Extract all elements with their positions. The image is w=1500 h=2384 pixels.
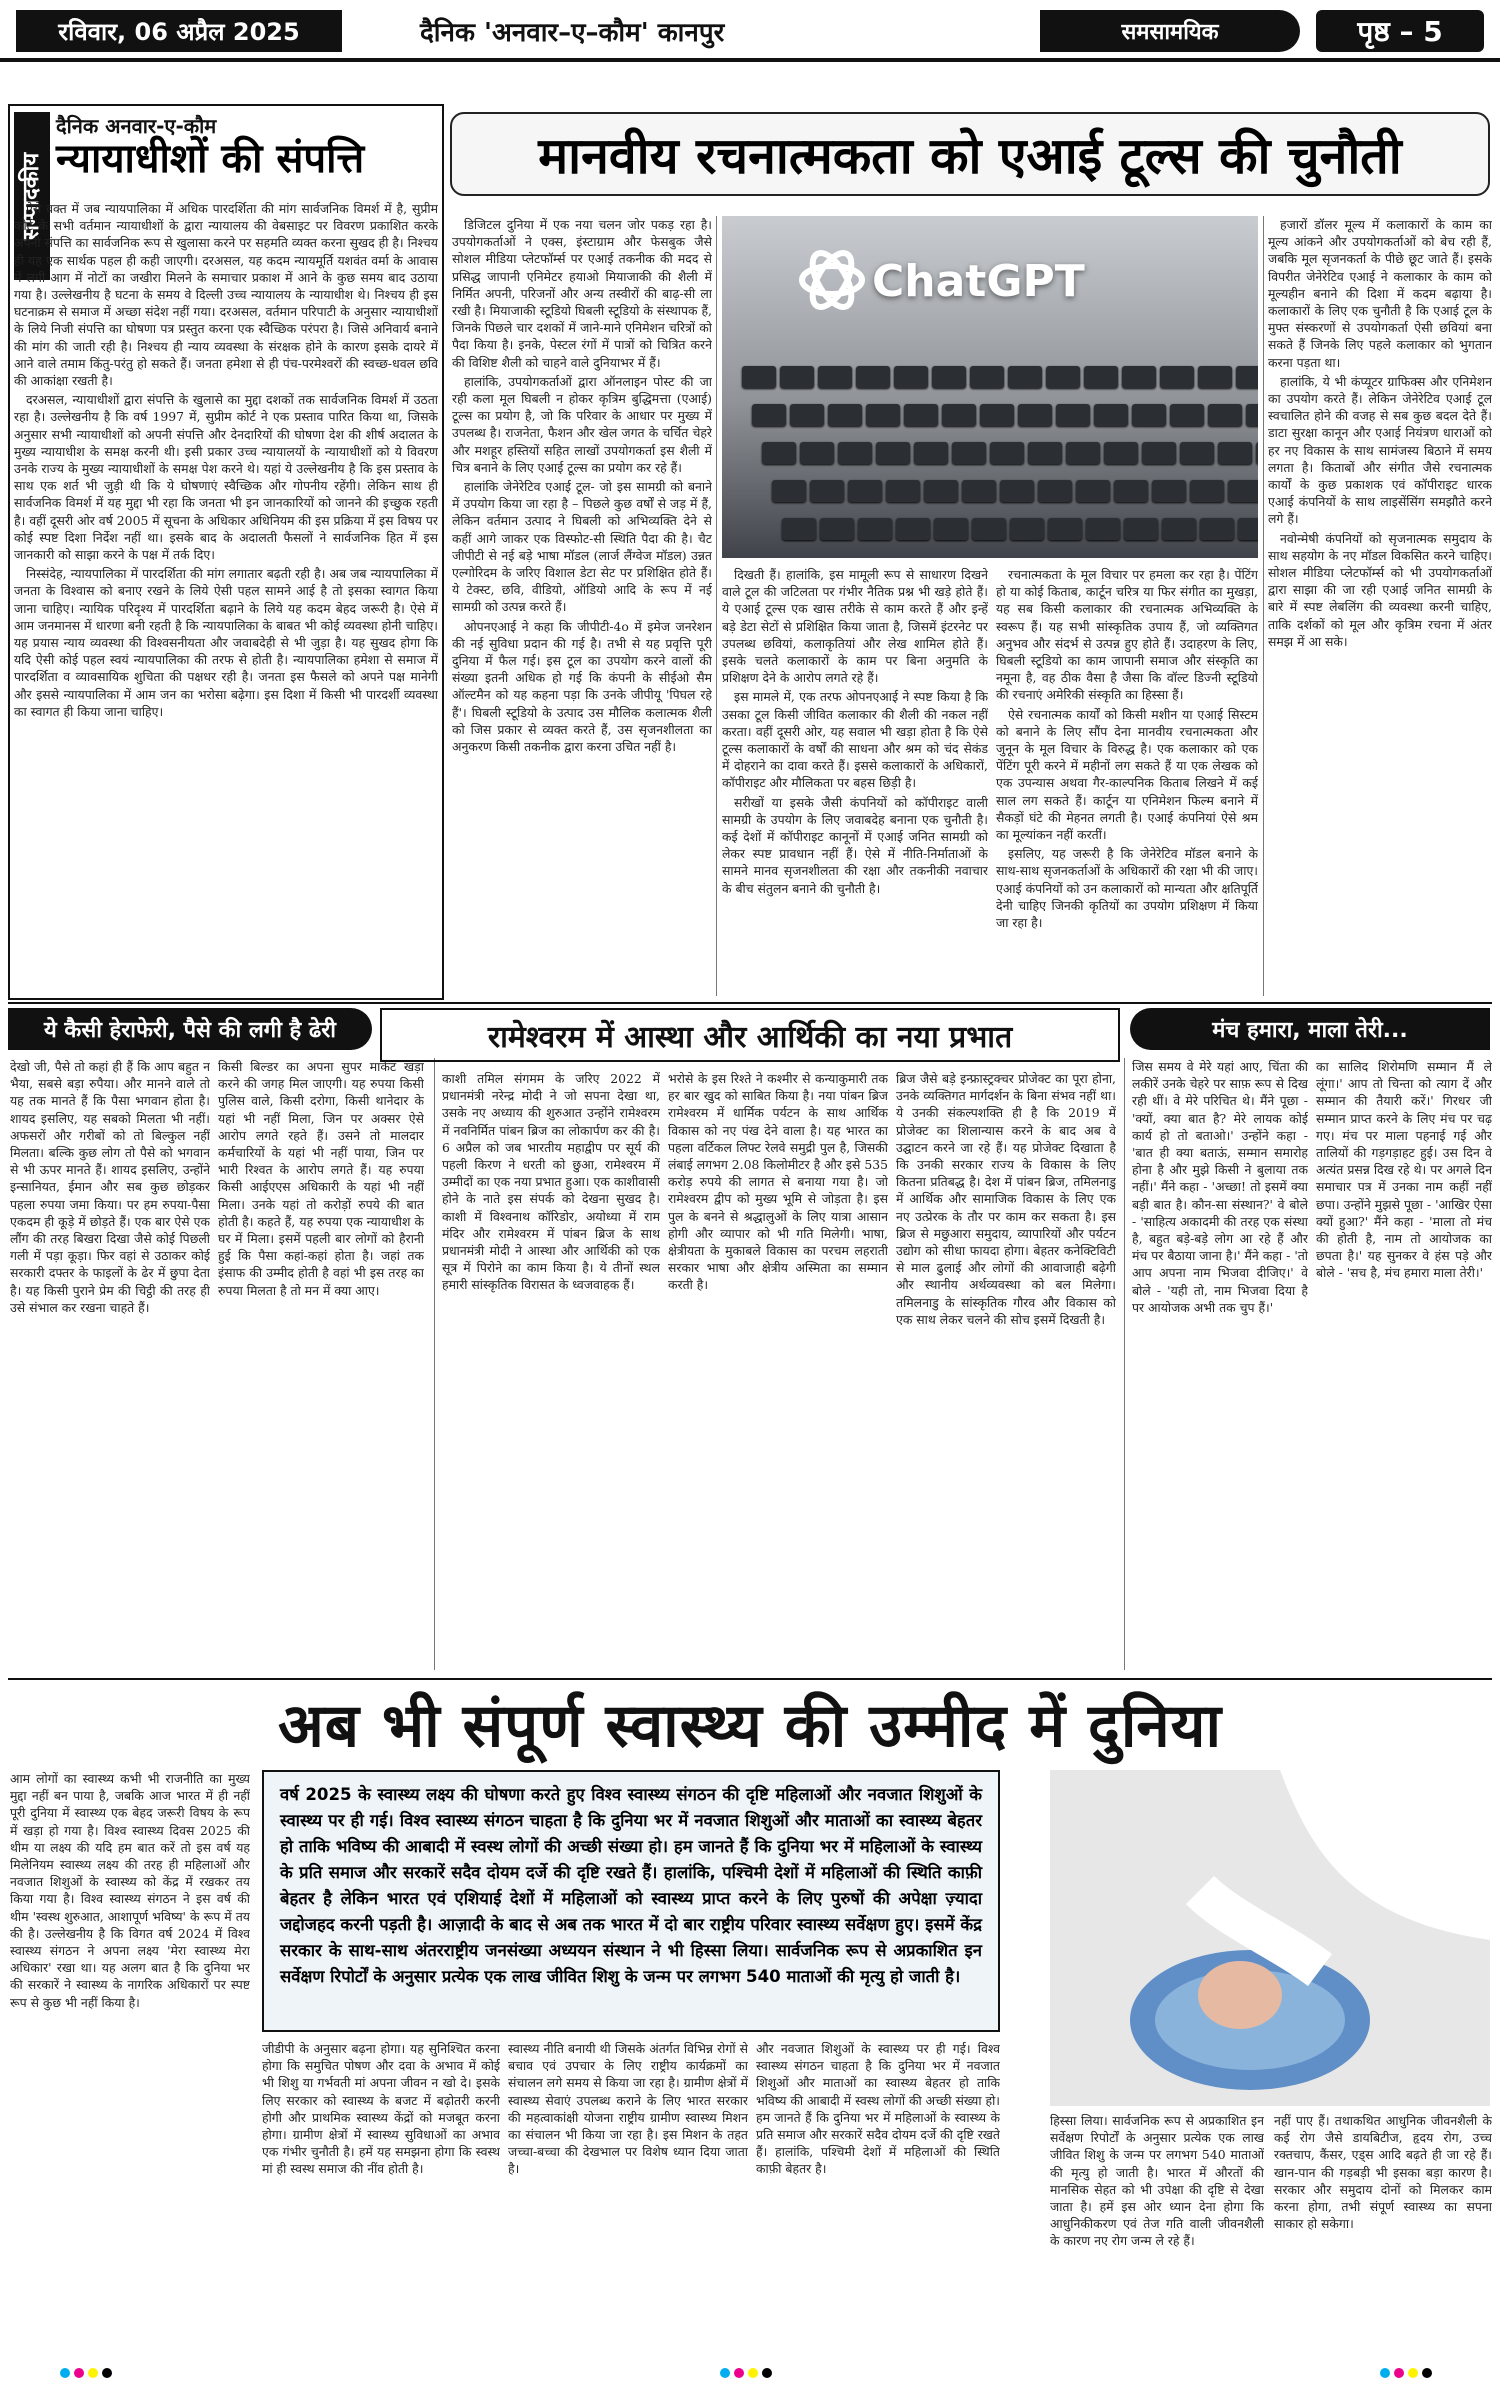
satire-column-2: किसी बिल्डर का अपना सुपर मार्केट खड़ा करने की जगह मिल जाएगी। यह रुपया किसी पुलिस वाले, किसी दरोगा, किसी थानेदार के यहां भी नहीं मिला, जिन पर अक्सर ऐसे आरोप लगते रहते हैं। उसने तो मालदार कर्मचारियों के यहां भी नहीं पाया, जिन पर भारी रिश्वत के आरोप लगते हैं। यह रुपया किसी आईएएस अधिकारी के यहां भी नहीं मिला। उनके यहां तो करोड़ों रुपये की बात होती है। कहते हैं, यह रुपया एक न्यायाधीश के घर में मिला। इसमें पहली बार लोगों को हैरानी हुई कि पैसा कहां-कहां होता है। जहां तक इंसाफ की उम्मीद होती है वहां भी इस तरह का रुपया मिलता है तो मन में क्या आए। <box>218 1059 424 1298</box>
health-headline: अब भी संपूर्ण स्वास्थ्य की उम्मीद में दुनिया <box>277 1691 1223 1761</box>
keyboard-key <box>1086 518 1120 540</box>
keyboard-key <box>1094 404 1128 426</box>
keyboard-key <box>1038 480 1072 502</box>
keyboard-key <box>1152 480 1186 502</box>
health-column-2: जीडीपी के अनुसार बढ़ना होगा। यह सुनिश्चित करना होगा कि समुचित पोषण और दवा के अभाव में कोई भी शिशु या गर्भवती मां अपना जीवन न खो दे। इसके लिए सरकार को स्वास्थ्य के बजट में बढ़ोतरी करनी होगी और प्राथमिक स्वास्थ्य केंद्रों को मजबूत करना होगा। ग्रामीण क्षेत्रों में स्वास्थ्य सुविधाओं का अभाव एक गंभीर चुनौती है। हमें यह समझना होगा कि स्वस्थ मां ही स्वस्थ समाज की नींव होती है। <box>262 2041 500 2177</box>
keyboard-key <box>1198 366 1232 388</box>
satire-label: ये कैसी हेराफेरी, पैसे की लगी है ढेरी <box>8 1008 372 1050</box>
keyboard-key <box>820 518 854 540</box>
keyboard-key <box>1122 366 1156 388</box>
keyboard-key <box>932 366 966 388</box>
keyboard-key <box>1084 366 1118 388</box>
health-column-6: नहीं पाए हैं। तथाकथित आधुनिक जीवनशैली के कई रोग जैसे डायबिटीज, हृदय रोग, उच्च रक्तचाप, कैंसर, एड्स आदि बढ़ते ही जा रहे हैं। खान-पान की गड़बड़ी भी इसका बड़ा कारण है। सरकार और समुदाय दोनों को मिलकर काम करना होगा, तभी संपूर्ण स्वास्थ्य का सपना साकार हो सकेगा। <box>1274 2113 1492 2232</box>
health-column-4: और नवजात शिशुओं के स्वास्थ्य पर ही गई। विश्व स्वास्थ्य संगठन चाहता है कि दुनिया भर में नवजात शिशुओं और माताओं का स्वास्थ्य बेहतर हो ताकि भविष्य की आबादी में स्वस्थ लोगों की अच्छी संख्या हो। हम जानते हैं कि दुनिया भर में महिलाओं के स्वास्थ्य के प्रति समाज और सरकारें सदैव दोयम दर्जे की दृष्टि रखते हैं। हालांकि, पश्चिमी देशों में महिलाओं की स्थिति काफ़ी बेहतर है। <box>756 2041 1000 2177</box>
keyboard-key <box>980 404 1014 426</box>
ai-story-column-1 <box>452 216 712 996</box>
keyboard-key <box>1066 442 1100 464</box>
section-name: समसामयिक <box>1040 10 1300 52</box>
registration-dot <box>74 2368 84 2378</box>
keyboard-key <box>1200 518 1234 540</box>
keyboard-key <box>952 442 986 464</box>
keyboard-key <box>1000 480 1034 502</box>
ai-story-paragraph: इसलिए, यह जरूरी है कि जेनेरेटिव मॉडल बनाने के साथ-साथ सृजनकर्ताओं के अधिकारों की रक्षा भी की जाए। एआई कंपनियों को उन कलाकारों को मान्यता और क्षतिपूर्ति देनी चाहिए जिनकी कृतियों का उपयोग प्रशिक्षण में किया जा रहा है। <box>996 846 1258 931</box>
keyboard-key <box>810 480 844 502</box>
keyboard-key <box>800 442 834 464</box>
ai-story-paragraph: रचनात्मकता के मूल विचार पर हमला कर रहा है। पेंटिंग हो या कोई किताब, कार्टून चरित्र या फिर संगीत का मुखड़ा, यह सब किसी कलाकार की रचनात्मक अभिव्यक्ति के स्वरूप हैं। यह सभी सांस्कृतिक उपाय हैं, जो व्यक्तिगत अनुभव और संदर्भ से उत्पन्न हुए होते हैं। उदाहरण के लिए, घिबली स्टूडियो का काम जापानी समाज और संस्कृति का नमूना है, वह ठीक वैसा है जैसा कि वॉल्ट डिज्नी स्टूडियो की रचनाएं अमेरिकी संस्कृति का हिस्सा हैं। <box>996 567 1258 703</box>
editorial-kicker: दैनिक अनवार-ए-कौम <box>56 114 217 138</box>
ai-story-paragraph: इस मामले में, एक तरफ ओपनएआई ने स्पष्ट किया है कि उसका टूल किसी जीवित कलाकार की शैली की नकल नहीं करता। वहीं दूसरी ओर, यह सवाल भी खड़ा होता है कि ऐसे टूल्स कलाकारों के वर्षों की साधना और श्रम को चंद सेकंड में दोहराने का दावा करते हैं। इससे कलाकारों के अधिकारों, कॉपीराइट और मौलिकता पर बहस छिड़ी है। <box>722 689 988 791</box>
editorial-paragraph: निस्संदेह, न्यायपालिका में पारदर्शिता की मांग लगातार बढ़ती रही है। अब जब न्यायपालिका में जनता के विश्वास को बनाए रखने के लिये ऐसी पहल सामने आई है तो इसका स्वागत किया जाना चाहिए। न्यायिक परिदृश्य में पारदर्शिता बढ़ाने के लिये यह कदम बेहद जरूरी है। ऐसे में आम जनमानस में धारणा बनी रहती है कि न्यायपालिका के बाबत भी कोई व्यवस्था होनी चाहिए। यह प्रयास न्याय व्यवस्था की विश्वसनीयता और जवाबदेही से भी जुड़ा है। यह सुखद होगा कि यदि ऐसी कोई पहल स्वयं न्यायपालिका की तरफ से होती है। न्यायपालिका हमेशा से समाज में पारदर्शिता व व्यावसायिक शुचिता की पक्षधर रही है। जनता इस फैसले को अपने पक्ष मानेगी और इससे न्यायपालिका में आम जन का भरोसा बढ़ेगा। इस दिशा में किसी भी पारदर्शी व्यवस्था का स्वागत ही किया जाना चाहिए। <box>14 566 438 719</box>
keyboard-key <box>1160 366 1194 388</box>
keyboard-key <box>1104 442 1138 464</box>
rameshwaram-column-3: ब्रिज जैसे बड़े इन्फ्रास्ट्रक्चर प्रोजेक्ट का पूरा होना, उनके व्यक्तिगत मार्गदर्शन के बिना संभव नहीं था। ये उनकी संकल्पशक्ति ही है कि 2019 में प्रोजेक्ट का शिलान्यास करने के बाद अब वे उद्घाटन करने जा रहे हैं। यह प्रोजेक्ट दिखाता है कि उनकी सरकार राज्य के विकास के लिए कितना प्रतिबद्ध है। देश में पांबन ब्रिज, तमिलनाडु में आर्थिक और सामाजिक विकास के लिए एक नए उत्प्रेरक के तौर पर काम कर सकता है। इस ब्रिज से मछुआरा समुदाय, व्यापारियों और पर्यटन उद्योग को सीधा फायदा होगा। बेहतर कनेक्टिविटी से माल ढुलाई और लोगों की आवाजाही बढ़ेगी और स्थानीय अर्थव्यवस्था को बल मिलेगा। तमिलनाडु के सांस्कृतिक गौरव और विकास को एक साथ लेकर चलने की सोच इसमें दिखती है। <box>896 1071 1116 1327</box>
keyboard-key <box>942 404 976 426</box>
keyboard-key <box>1124 518 1158 540</box>
keyboard-key <box>924 480 958 502</box>
ai-story-column-4 <box>1268 216 1492 996</box>
keyboard-key <box>1246 404 1258 426</box>
keyboard-key <box>1028 442 1062 464</box>
keyboard-key <box>1018 404 1052 426</box>
keyboard-key <box>1180 442 1214 464</box>
registration-dot <box>1394 2368 1404 2378</box>
keyboard-key <box>856 366 890 388</box>
keyboard-key <box>970 366 1004 388</box>
page-number: पृष्ठ – 5 <box>1316 10 1484 52</box>
keyboard-key <box>1046 366 1080 388</box>
ai-story-paragraph: सरीखों या इसके जैसी कंपनियों को कॉपीराइट वाली सामग्री के उपयोग के लिए जवाबदेह बनाना एक चुनौती है। कई देशों में कॉपीराइट कानूनों में एआई जनित सामग्री को लेकर स्पष्ट प्रावधान नहीं हैं। ऐसे में नीति-निर्माताओं के सामने मानव सृजनशीलता की रक्षा और तकनीकी नवाचार के बीच संतुलन बनाने की चुनौती है। <box>722 794 988 896</box>
keyboard-key <box>934 518 968 540</box>
keyboard-key <box>1256 442 1258 464</box>
ai-story-paragraph: हालांकि, उपयोगकर्ताओं द्वारा ऑनलाइन पोस्ट की जा रही कला मूल घिबली न होकर कृत्रिम बुद्धिमत्ता (एआई) टूल्स का प्रयोग है, जो कि परिवार के आधार पर मुख्य में उपलब्ध है। राजनेता, फैशन और खेल जगत के चर्चित चेहरे और मशहूर हस्तियों सहित लाखों उपयोगकर्ता इस शैली में चित्र बनाने के लिए एआई टूल्स का प्रयोग कर रहे हैं। <box>452 373 712 475</box>
keyboard-key <box>742 366 776 388</box>
keyboard-key <box>904 404 938 426</box>
chatgpt-brand-text: ChatGPT <box>872 256 1085 307</box>
ai-story-headline: मानवीय रचनात्मकता को एआई टूल्स की चुनौती <box>450 112 1490 196</box>
keyboard-key <box>876 442 910 464</box>
stage-label: मंच हमारा, माला तेरी... <box>1130 1008 1490 1050</box>
chatgpt-keyboard-photo <box>722 216 1258 558</box>
keyboard-key <box>848 480 882 502</box>
page-footer <box>0 2362 1500 2384</box>
newspaper-name: दैनिक 'अनवार–ए–कौम' कानपुर <box>420 18 725 48</box>
keyboard-key <box>1236 366 1258 388</box>
keyboard-key <box>1142 442 1176 464</box>
editorial-label: सम्पादकीय <box>14 112 50 280</box>
registration-dot <box>1380 2368 1390 2378</box>
keyboard-key <box>828 404 862 426</box>
keyboard-key <box>818 366 852 388</box>
registration-dot <box>60 2368 70 2378</box>
keyboard-key <box>1190 480 1224 502</box>
keyboard-key <box>772 480 806 502</box>
satire-column-1: देखो जी, पैसे तो कहां ही हैं कि आप बहुत न भैया, सबसे बड़ा रुपैया। और मानने वाले तो यह तक मानते हैं कि पैसा भगवान होता है। शायद इसलिए, यह सबको मिलता भी नहीं। अफसरों और गरीबों को तो बिल्कुल नहीं मिलता। बल्कि कुछ लोग तो पैसे को भगवान से भी ऊपर मानते हैं। शायद इसलिए, उन्होंने इन्सानियत, ईमान और सब कुछ छोड़कर पहला रुपया जमा किया। पर हम रुपया-पैसा एकदम ही कूड़े में छोड़ते हैं। एक बार ऐसे एक लौंग की तरह बिखरा दिखा जैसे कोई पिछली गली में पड़ा कूड़ा। फिर वहां से उठाकर कोई सरकारी दफ्तर के फाइलों के ढेर में छुपा देता है। यह किसी पुराने प्रेम की चिट्ठी की तरह ही उसे संभाल कर रखना चाहते हैं। <box>10 1059 210 1315</box>
section-divider <box>8 1002 1492 1004</box>
ai-story-paragraph: हालांकि, ये भी कंप्यूटर ग्राफिक्स और एनिमेशन का उपयोग करते हैं। लेकिन जेनेरेटिव एआई टूल स्वचालित होने की वजह से सब कुछ बदल देते हैं। डाटा सुरक्षा कानून और एआई नियंत्रण धाराओं को हर नए विकास के साथ सामंजस्य बिठाने में समय लगता है। किताबों और संगीत जैसे रचनात्मक कार्यों के कुछ प्रकाशक एवं कॉपीराइट धारक एआई कंपनियों के साथ लाइसेंसिंग समझौते करने लगे हैं। <box>1268 373 1492 527</box>
ai-story-column-2 <box>722 566 988 996</box>
keyboard-key <box>914 442 948 464</box>
stage-column-2: का सालिद शिरोमणि सम्मान मैं ले लूंगा।' आप तो चिन्ता को त्याग दें और सम्मान की तैयारी करें।' गिरधर जी सम्मान प्राप्त करने के लिए मंच पर चढ़ गए। मंच पर माला पहनाई गई और तालियों की गड़गड़ाहट हुई। उस दिन वे अत्यंत प्रसन्न दिख रहे थे। पर अगले दिन समाचार पत्र में उनका नाम कहीं नहीं छपा। उन्होंने मुझसे पूछा - 'आखिर ऐसा क्यों हुआ?' मैंने कहा - 'माला तो मंच की होती है, नाम तो आयोजक का छपता है।' यह सुनकर वे हंस पड़े और बोले - 'सच है, मंच हमारा माला तेरी।' <box>1316 1059 1492 1281</box>
keyboard-key <box>790 404 824 426</box>
health-column-5: हिस्सा लिया। सार्वजनिक रूप से अप्रकाशित इन सर्वेक्षण रिपोर्टों के अनुसार प्रत्येक एक लाख जीवित शिशु के जन्म पर लगभग 540 माताओं की मृत्यु हो जाती है। भारत में औरतों की मानसिक सेहत को भी उपेक्षा की दृष्टि से देखा जाता है। हमें इस ओर ध्यान देना होगा कि आधुनिकीकरण एवं तेज गति वाली जीवनशैली के कारण नए रोग जन्म ले रहे हैं। <box>1050 2113 1264 2249</box>
registration-dot <box>762 2368 772 2378</box>
editorial-paragraph: दरअसल, न्यायाधीशों द्वारा संपत्ति के खुलासे का मुद्दा दशकों तक सार्वजनिक विमर्श में उठता रहा है। उल्लेखनीय है कि वर्ष 1997 में, सुप्रीम कोर्ट ने एक प्रस्ताव पारित किया था, जिसके अनुसार सभी न्यायाधीशों को अपनी संपत्ति और देनदारियों की घोषणा देश की शीर्ष अदालत के मुख्य न्यायाधीश के समक्ष करनी थी। इसी प्रकार उच्च न्यायालयों के न्यायाधीशों को ये विवरण उनके राज्य के मुख्य न्यायाधीशों के समक्ष पेश करने थे। यहां ये उल्लेखनीय है कि इस प्रस्ताव के साथ एक शर्त भी जुड़ी थी कि ये घोषणाएं स्वैच्छिक और गोपनीय रहेंगी। लेकिन साथ ही सार्वजनिक विमर्श में यह मुद्दा भी रहा कि जनता भी इन जानकारियों को जानने की इच्छुक रहती है। वहीं दूसरी ओर वर्ष 2005 में सूचना के अधिकार अधिनियम की इस प्रक्रिया में इस विषय पर कोई स्पष्ट दिशा निर्देश नहीं था। इसके बाद के अदालती फैसलों ने सार्वजनिक हित में इस जानकारी को साझा करने के पक्ष में तर्क दिए। <box>14 392 438 563</box>
ai-story-paragraph: ओपनएआई ने कहा कि जीपीटी-4o में इमेज जनरेशन की नई सुविधा प्रदान की गई है। तभी से यह प्रवृत्ति पूरी दुनिया में फैल गई। इस टूल का उपयोग करने वालों की संख्या इतनी अधिक हो गई कि कंपनी के सीईओ सैम ऑल्टमैन को यह कहना पड़ा कि उनके जीपीयू 'पिघल रहे हैं'। घिबली स्टूडियो के उत्पाद उस मौलिक कलात्मक शैली को जिस प्रकार से व्यक्त करते हैं, उस सृजनशीलता का अनुकरण किसी तकनीक द्वारा करना उचित नहीं है। <box>452 618 712 755</box>
registration-dot <box>1422 2368 1432 2378</box>
column-rule <box>716 216 717 996</box>
keyboard-key <box>990 442 1024 464</box>
keyboard-key <box>1170 404 1204 426</box>
page-header <box>0 0 1500 62</box>
keyboard-key <box>1238 518 1258 540</box>
registration-dot <box>748 2368 758 2378</box>
editorial-body <box>14 200 438 1000</box>
keyboard-key <box>1114 480 1148 502</box>
ai-story-paragraph: नवोन्मेषी कंपनियों को सृजनात्मक समुदाय के साथ सहयोग के नए मॉडल विकसित करने चाहिए। सोशल मीडिया प्लेटफॉर्म्स को भी उपयोगकर्ताओं द्वारा साझा की जा रही एआई जनित सामग्री के बारे में स्पष्ट लेबलिंग की व्यवस्था करनी चाहिए, ताकि दर्शकों को मूल और कृत्रिम रचना में अंतर समझ में आ सके। <box>1268 530 1492 649</box>
keyboard-key <box>752 404 786 426</box>
ai-story-paragraph: डिजिटल दुनिया में एक नया चलन जोर पकड़ रहा है। उपयोगकर्ताओं ने एक्स, इंस्टाग्राम और फेसबुक जैसे सोशल मीडिया प्लेटफॉर्म्स पर एआई तकनीक की मदद से प्रसिद्ध जापानी एनिमेटर हयाओ मियाजाकी की शैली में निर्मित अपनी, परिजनों और अन्य तस्वीरों की बाढ़-सी ला रखी है। मियाजाकी स्टूडियो घिबली स्टूडियो के संस्थापक हैं, जिनके पिछले चार दशकों में जाने-माने एनिमेशन चरित्रों को पैदा किया है। इनके, पेस्टल रंगों में पात्रों को चित्रित करने की विशिष्ट शैली को चाहने वाले दुनियाभर में हैं। <box>452 217 712 370</box>
keyboard-key <box>886 480 920 502</box>
keyboard-key <box>962 480 996 502</box>
keyboard-key <box>1132 404 1166 426</box>
keyboard-key <box>780 366 814 388</box>
ai-story-paragraph: दिखती हैं। हालांकि, इस मामूली रूप से साधारण दिखने वाले टूल की जटिलता पर गंभीर नैतिक प्रश्न भी खड़े होते हैं। ये एआई टूल्स एक खास तरीके से काम करते हैं और इन्हें बड़े डेटा सेटों से प्रशिक्षित किया जाता है, जिसमें इंटरनेट पर उपलब्ध छवियां, कलाकृतियां और लेख शामिल होते हैं। इसके चलते कलाकारों के काम पर बिना अनुमति के प्रशिक्षण देने के आरोप लगते रहे हैं। <box>722 567 988 686</box>
keyboard-key <box>1162 518 1196 540</box>
newborn-photo <box>1050 1770 1490 2106</box>
keyboard-key <box>1218 442 1252 464</box>
issue-date: रविवार, 06 अप्रैल 2025 <box>16 10 342 52</box>
column-rule <box>434 1058 435 1670</box>
ai-story-paragraph: ऐसे रचनात्मक कार्यों को किसी मशीन या एआई सिस्टम को बनाने के लिए सौंप देना मानवीय रचनात्मकता और जुनून के मूल विचार के विरुद्ध है। एक कलाकार को एक पेंटिंग पूरी करने में महीनों लग सकते हैं या एक लेखक को एक उपन्यास अथवा गैर-काल्पनिक किताब लिखने में कई साल लग सकते हैं। कार्टून या एनिमेशन फिल्म बनाने में सैकड़ों घंटे की मेहनत लगती है। एआई कंपनियां ऐसे श्रम का मूल्यांकन नहीं करतीं। <box>996 706 1258 843</box>
column-rule <box>1124 1058 1125 1670</box>
keyboard-key <box>1010 518 1044 540</box>
chatgpt-logo-icon <box>792 240 872 320</box>
keyboard-key <box>896 518 930 540</box>
keyboard-key <box>972 518 1006 540</box>
health-column-1: आम लोगों का स्वास्थ्य कभी भी राजनीति का मुख्य मुद्दा नहीं बन पाया है, जबकि आज भारत में ही नहीं पूरी दुनिया में स्वास्थ्य एक बेहद जरूरी विषय के रूप में खड़ा हो गया है। विश्व स्वास्थ्य दिवस 2025 की थीम या लक्ष्य की यदि हम बात करें तो इस वर्ष यह मिलेनियम स्वास्थ्य लक्ष्य की तरह ही महिलाओं और नवजात शिशुओं के स्वास्थ्य को केंद्र में रखकर तय किया गया है। विश्व स्वास्थ्य संगठन ने इस वर्ष की थीम 'स्वस्थ शुरुआत, आशापूर्ण भविष्य' के रूप में तय की है। उल्लेखनीय है कि विगत वर्ष 2024 में विश्व स्वास्थ्य संगठन ने अपना लक्ष्य 'मेरा स्वास्थ्य मेरा अधिकार' रखा था। यह अलग बात है कि दुनिया भर की सरकारें ने स्वास्थ्य के नागरिक अधिकारों पर स्पष्ट रूप से कुछ भी नहीं किया है। <box>10 1771 250 2010</box>
rameshwaram-headline: रामेश्वरम में आस्था और आर्थिकी का नया प्रभात <box>380 1008 1120 1062</box>
keyboard-key <box>782 518 816 540</box>
editorial-title: न्यायाधीशों की संपत्ति <box>56 136 365 182</box>
newborn-illustration <box>1050 1770 1490 2106</box>
rameshwaram-column-1: काशी तमिल संगमम के जरिए 2022 में प्रधानमंत्री नरेन्द्र मोदी ने जो सपना देखा था, उसके नए अध्याय की शुरुआत उन्होंने रामेश्वरम में नवनिर्मित पांबन ब्रिज का लोकार्पण कर की है। 6 अप्रैल को जब भारतीय महाद्वीप पर सूर्य की पहली किरण ने धरती को छुआ, रामेश्वरम में उम्मीदों का एक नया प्रभात हुआ। एक काशीवासी होने के नाते इस संपर्क को देखना सुखद है। काशी में विश्वनाथ कॉरिडोर, अयोध्या में राम मंदिर और रामेश्वरम में पांबन ब्रिज के साथ प्रधानमंत्री मोदी ने आस्था और आर्थिकी को एक सूत्र में पिरोने का काम किया है। ये तीनों स्थल हमारी सांस्कृतिक विरासत के ध्वजवाहक हैं। <box>442 1071 660 1293</box>
column-rule <box>1263 216 1264 996</box>
stage-column-1: जिस समय वे मेरे यहां आए, चिंता की लकीरें उनके चेहरे पर साफ़ रूप से दिख रही थीं। वे मेरे परिचित थे। मैंने पूछा - 'क्यों, क्या बात है? मेरे लायक कोई कार्य हो तो बताओ।' उन्होंने कहा - 'बात ही क्या बताऊं, सम्मान समारोह होना है और मुझे किसी ने बुलाया तक नहीं।' मैंने कहा - 'अच्छा! तो इसमें क्या बड़ी बात है। कौन-सा संस्थान?' वे बोले - 'साहित्य अकादमी की तरह एक संस्था है, बहुत बड़े-बड़े लोग आ रहे हैं और मंच पर बैठाया जाना है।' मैंने कहा - 'तो आप अपना नाम भिजवा दीजिए।' वे बोले - 'यही तो, नाम भिजवा दिया है पर आयोजक अभी तक चुप हैं।' <box>1132 1059 1308 1315</box>
registration-dot <box>88 2368 98 2378</box>
keyboard-key <box>1008 366 1042 388</box>
registration-dot <box>1408 2368 1418 2378</box>
health-lead-box: वर्ष 2025 के स्वास्थ्य लक्ष्य की घोषणा करते हुए विश्व स्वास्थ्य संगठन की दृष्टि महिलाओं और नवजात शिशुओं के स्वास्थ्य पर ही गई। विश्व स्वास्थ्य संगठन चाहता है कि दुनिया भर में नवजात शिशुओं और माताओं का स्वास्थ्य बेहतर हो ताकि भविष्य की आबादी में स्वस्थ लोगों की अच्छी संख्या हो। हम जानते हैं कि दुनिया भर में महिलाओं के स्वास्थ्य के प्रति समाज और सरकारें सदैव दोयम दर्जे की दृष्टि रखते हैं। हालांकि, पश्चिमी देशों में महिलाओं की स्थिति काफ़ी बेहतर है लेकिन भारत एवं एशियाई देशों में महिलाओं को स्वास्थ्य प्राप्त करने के लिए पुरुषों की अपेक्षा ज़्यादा जद्दोजहद करनी पड़ती है। आज़ादी के बाद से अब तक भारत में दो बार राष्ट्रीय परिवार स्वास्थ्य सर्वेक्षण हुए। इसमें केंद्र सरकार के साथ-साथ अंतरराष्ट्रीय जनसंख्या अध्ययन संस्थान ने भी हिस्सा लिया। सार्वजनिक रूप से अप्रकाशित इन सर्वेक्षण रिपोर्टों के अनुसार प्रत्येक एक लाख जीवित शिशु के जन्म पर लगभग 540 माताओं की मृत्यु हो जाती है। <box>262 1770 1000 2032</box>
keyboard-key <box>1228 480 1258 502</box>
registration-dot <box>734 2368 744 2378</box>
keyboard-key <box>1056 404 1090 426</box>
ai-story-paragraph: हजारों डॉलर मूल्य में कलाकारों के काम का मूल्य आंकने और उपयोगकर्ताओं को बेच रही हैं, जबकि मूल सृजनकर्ता के पीछे छूट जाते हैं। इसके विपरीत जेनेरेटिव एआई ने कलाकार के काम को मूल्यहीन बनाने की दिशा में कदम बढ़ाया है। कलाकारों के लिए एक चुनौती है कि एआई टूल के मुफ्त संस्करणों से उपयोगकर्ता ऐसी छवियां बना सकते हैं जिनके लिए पहले कलाकार को भुगतान करना पड़ता था। <box>1268 217 1492 370</box>
ai-story-column-3 <box>996 566 1258 996</box>
health-column-3: स्वास्थ्य नीति बनायी थी जिसके अंतर्गत विभिन्न रोगों से बचाव एवं उपचार के लिए राष्ट्रीय कार्यक्रमों का संचालन लगे समय से किया जा रहा है। ग्रामीण क्षेत्रों में स्वास्थ्य सेवाएं उपलब्ध कराने के लिए भारत सरकार की महत्वाकांक्षी योजना राष्ट्रीय ग्रामीण स्वास्थ्य मिशन का संचालन भी किया जा रहा है। इस मिशन के तहत जच्चा-बच्चा की देखभाल पर विशेष ध्यान दिया जाता है। <box>508 2041 748 2177</box>
registration-dot <box>102 2368 112 2378</box>
rameshwaram-column-2: भरोसे के इस रिश्ते ने कश्मीर से कन्याकुमारी तक हर बार खुद को साबित किया है। नया पांबन ब्रिज रामेश्वरम में धार्मिक पर्यटन के साथ आर्थिक विकास को नए पंख देने वाला है। यह भारत का पहला वर्टिकल लिफ्ट रेलवे समुद्री पुल है, जिसकी लंबाई लगभग 2.08 किलोमीटर है और इसे 535 करोड़ रुपये की लागत से बनाया गया है। जो रामेश्वरम द्वीप को मुख्य भूमि से जोड़ता है। इस पुल के बनने से श्रद्धालुओं के लिए यात्रा आसान होगी और व्यापार को भी गति मिलेगी। भाषा, क्षेत्रीयता के मुकाबले विकास का परचम लहराती सरकार भाषा और क्षेत्रीय अस्मिता का सम्मान करती है। <box>668 1071 888 1293</box>
keyboard-key <box>1048 518 1082 540</box>
editorial-paragraph: ऐसे वक्त में जब न्यायपालिका में अधिक पारदर्शिता की मांग सार्वजनिक विमर्श में है, सुप्रीम कोर्ट के सभी वर्तमान न्यायाधीशों के द्वारा न्यायालय की वेबसाइट पर विवरण प्रकाशित करके अपनी संपत्ति का सार्वजनिक रूप से खुलासा करने पर सहमति व्यक्त करना सुखद ही है। निश्चय ही यह एक सार्थक पहल ही कही जाएगी। दरअसल, यह कदम न्यायमूर्ति यशवंत वर्मा के आवास में लगी आग में नोटों का जखीरा मिलने के समाचार प्रकाश में आने के कुछ समय बाद उठाया गया है। उल्लेखनीय है घटना के समय वे दिल्ली उच्च न्यायालय के न्यायाधीश थे। निश्चय ही इस घटनाक्रम से समाज में अच्छा संदेश नहीं गया। दरअसल, वर्तमान परिपाटी के अनुसार न्यायाधीशों के लिये निजी संपत्ति का घोषणा पत्र प्रस्तुत करना एक स्वैच्छिक परंपरा है। जिसे अनिवार्य बनाने की मांग की जाती रही है। निश्चय ही न्याय व्यवस्था के संरक्षक होने के कारण इसके दायरे में आने वाले तमाम किंतु-परंतु हो सकते हैं। जनता हमेशा से ही पंच-परमेश्वरों की स्वच्छ-धवल छवि की आकांक्षा रखती है। <box>14 201 438 389</box>
keyboard-key <box>1076 480 1110 502</box>
section-divider <box>8 1678 1492 1680</box>
keyboard-key <box>838 442 872 464</box>
keyboard-key <box>866 404 900 426</box>
ai-story-paragraph: हालांकि जेनेरेटिव एआई टूल- जो इस सामग्री को बनाने में उपयोग किया जा रहा है – पिछले कुछ वर्षों से जड़ में हैं, लेकिन वर्तमान उत्पाद ने घिबली को अभिव्यक्ति देने से कहीं आगे जाकर एक विस्फोट-सी स्थिति पैदा की है। चैट जीपीटी से नई बड़े भाषा मॉडल (लार्ज लैंग्वेज मॉडल) उन्नत एल्गोरिदम के जरिए विशाल डेटा सेट पर प्रशिक्षित होते हैं। ये टेक्स्ट, छवि, वीडियो, ऑडियो आदि के रूप में नई सामग्री को उत्पन्न करते हैं। <box>452 479 712 615</box>
keyboard-key <box>1208 404 1242 426</box>
keyboard-key <box>894 366 928 388</box>
keyboard-key <box>858 518 892 540</box>
registration-dot <box>720 2368 730 2378</box>
keyboard-key <box>762 442 796 464</box>
